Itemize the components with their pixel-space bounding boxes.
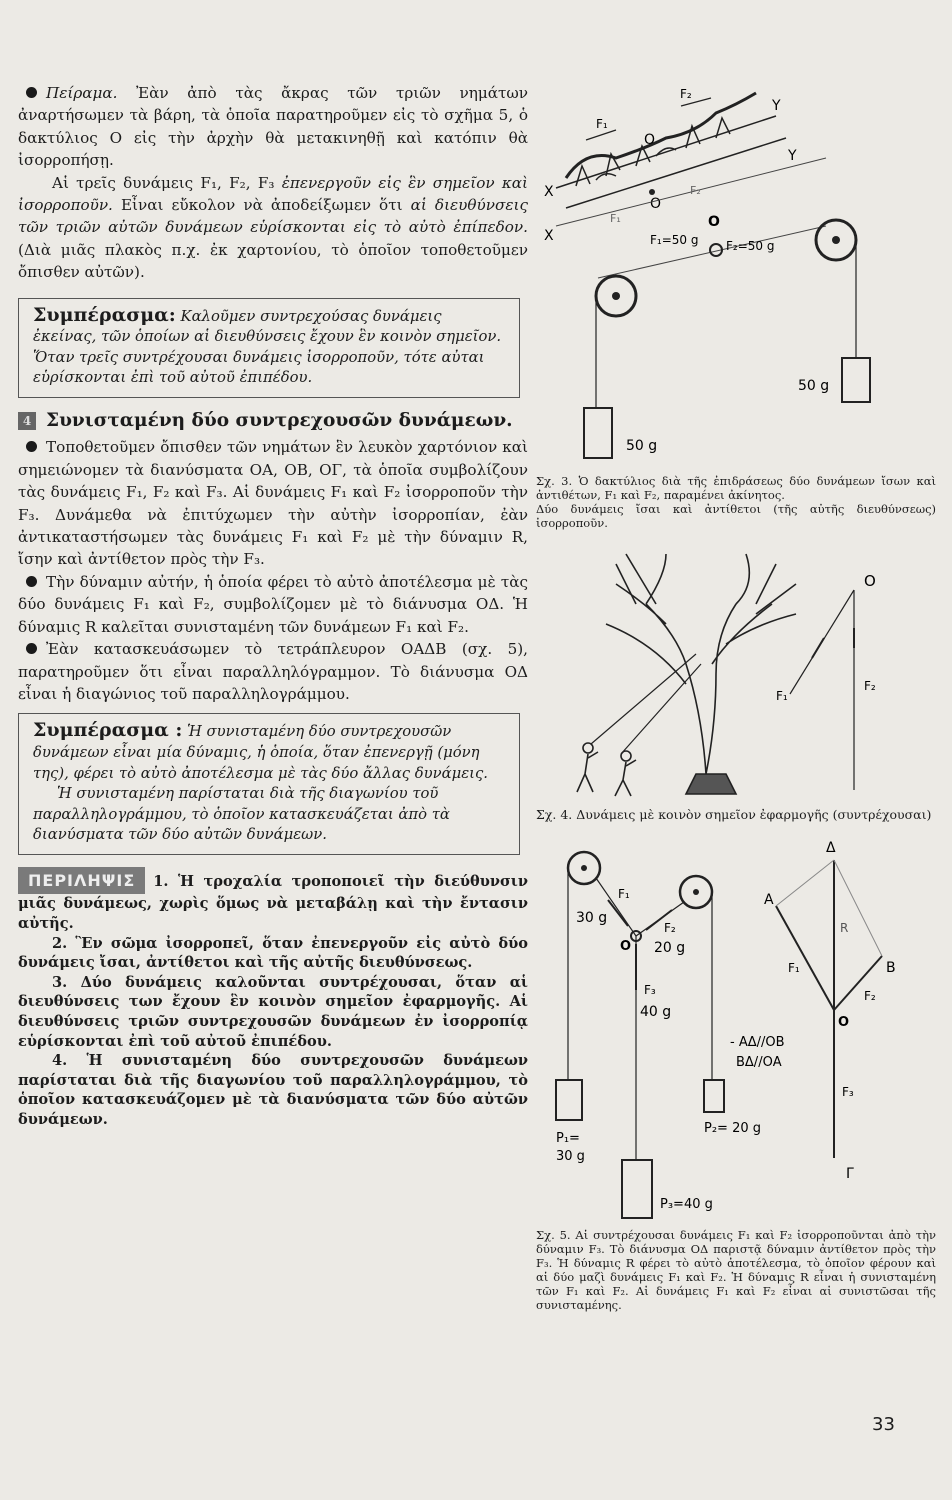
f1-label: F₁ — [618, 887, 630, 901]
section-text-3: Ἐὰν κατασκευάσωμεν τὸ τετράπλευρον ΟΑΔΒ (σχ. 5), παρατηροῦμεν ὅτι εἶναι παραλληλόγραμμον. Τὸ διάνυσμα ΟΔ εἶναι ἡ διαγώνιος τοῦ παραλληλογράμμου. — [18, 640, 528, 703]
figure-3-caption: Σχ. 3. Ὁ δακτύλιος διὰ τῆς ἐπιδράσεως δύο δυνάμεων ἴσων καὶ ἀντιθέτων, F₁ καὶ F₂, παραμένει ἀκίνητος. — [536, 474, 936, 502]
force-f2-label: F₂ — [680, 87, 692, 101]
experiment-paragraph — [18, 82, 528, 172]
conclusion-box-2 — [18, 713, 520, 855]
summary-item — [18, 934, 528, 973]
summary-item — [18, 973, 528, 1051]
bullet-icon — [26, 643, 37, 654]
tree-illustration — [606, 554, 796, 794]
f1-faint-label: F₁ — [610, 212, 621, 225]
section-paragraph-2 — [18, 571, 528, 638]
p1-value: 30 g — [556, 1149, 585, 1164]
axis-y-label-2: Y — [788, 148, 797, 164]
ring-label: O — [644, 132, 656, 148]
parallel-bd — [834, 860, 882, 956]
forces-text: Αἱ τρεῖς δυνάμεις F₁, F₂, F₃ — [52, 173, 275, 192]
rope-1 — [591, 654, 696, 744]
figure-4 — [536, 544, 896, 804]
page-number: 33 — [872, 1414, 895, 1435]
summary-item — [18, 867, 528, 934]
figure-5-caption: Σχ. 5. Αἱ συντρέχουσαι δυνάμεις F₁ καὶ F₂ ἰσορροποῦνται ἀπὸ τὴν δύναμιν F₃. Τὸ διάνυσμα ΟΔ παριστᾷ δύναμιν ἀντίθετον πρὸς τὴν F₃. Ἡ δύναμις R φέρει τὸ αὐτὸ ἀποτέλεσμα, τὸ ὁποῖον φέρουν καὶ αἱ δύο μαζὶ δυνάμεις F₁ καὶ F₂. Ἡ δύναμις R εἶναι ἡ συνισταμένη τῶν F₁ καὶ F₂. Αἱ δυνάμεις F₁ καὶ F₂ εἶναι αἱ συνιστῶσαι τῆς συνισταμένης. — [536, 1228, 936, 1312]
summary-item — [18, 1051, 528, 1129]
summary-item-text: 4. Ἡ συνισταμένη δύο συντρεχουσῶν δυνάμεων παρίσταται διὰ τῆς διαγωνίου τοῦ παραλληλογράμμου, τὸ ὁποῖον κατασκευάζομεν μὲ τὰ διανύσματα τῶν δύο αὐτῶν δυνάμεων. — [18, 1052, 528, 1128]
summary-item-text: 1. Ἡ τροχαλία τροποποιεῖ τὴν διεύθυνσιν μιᾶς δυνάμεως, χωρὶς ὅμως νὰ μεταβάλῃ καὶ τὴν ἔντασιν αὐτῆς. — [18, 872, 528, 933]
tug-of-war-illustration — [556, 93, 786, 208]
point-b-label: B — [886, 960, 896, 976]
bullet-icon — [26, 576, 37, 587]
conclusion-heading: Συμπέρασμα : — [33, 719, 183, 742]
cardboard-text: (Διὰ μιᾶς πλακὸς π.χ. ἐκ χαρτονίου, τὸ ὁποῖον τοποθετοῦμεν ὄπισθεν αὐτῶν). — [18, 240, 528, 282]
left-column — [18, 68, 528, 1130]
ring-label-2: O — [650, 196, 662, 212]
force-f1-arrow — [586, 130, 616, 140]
point-g-label: Γ — [846, 1166, 854, 1182]
section-paragraph-3 — [18, 638, 528, 705]
bd-parallel-label: ΒΔ//ΟΑ — [736, 1055, 782, 1070]
point-d-label: Δ — [826, 840, 836, 856]
ring-center-label: O — [708, 214, 720, 230]
w20-label: 20 g — [654, 940, 686, 956]
axis-x-label: X — [544, 184, 554, 200]
force-f1-label: F₁ — [596, 117, 608, 131]
point-a-label: A — [764, 892, 774, 908]
force-f2-label: F₂ — [864, 679, 876, 693]
axis-y-label: Y — [772, 98, 781, 114]
p3-label: P₃=40 g — [660, 1197, 713, 1212]
proof-text: Εἶναι εὔκολον νὰ ἀποδείξωμεν ὅτι — [120, 196, 403, 215]
summary — [18, 867, 528, 1130]
bullet-icon — [26, 87, 37, 98]
force-f1-label: F₁ — [776, 689, 788, 703]
f1-value-label: F₁=50 g — [650, 233, 699, 247]
point-o-label: O — [838, 1015, 850, 1030]
force-f1-arrow — [812, 638, 824, 658]
parallel-ad — [776, 860, 834, 906]
pulley-left-axle — [612, 292, 620, 300]
weight-right — [842, 358, 870, 402]
section-title: Συνισταμένη δύο συντρεχουσῶν δυνάμεων. — [46, 410, 513, 432]
summary-item-text: 3. Δύο δυνάμεις καλοῦνται συντρέχουσαι, ὅταν αἱ διευθύνσεις των ἔχουν ἓν κοινὸν σημεῖον ἐφαρμογῆς. Αἱ διευθύνσεις τριῶν συντρεχουσῶν δυνάμεων ἐν ἰσορροπίᾳ εὑρίσκονται ἐπὶ τοῦ αὐτοῦ ἐπιπέδου. — [18, 973, 528, 1050]
figure-5 — [536, 840, 916, 1220]
section-number: 4 — [18, 412, 36, 430]
f2-faint-label: F₂ — [690, 184, 701, 197]
force-f1-arrow — [608, 900, 628, 926]
weight-p3 — [622, 1160, 652, 1218]
f2-r-label: F₂ — [864, 989, 876, 1003]
summary-item-text: 2. Ἓν σῶμα ἰσορροπεῖ, ὅταν ἐπενεργοῦν εἰς αὐτὸ δύο δυνάμεις ἴσαι, ἀντίθετοι καὶ τῆς αὐτῆς διευθύνσεως. — [18, 934, 528, 972]
section-paragraph-1 — [18, 436, 528, 570]
experiment-text: Ἐὰν ἀπὸ τὰς ἄκρας τῶν τριῶν νημάτων ἀναρτήσωμεν τὰ βάρη, τὰ ὁποῖα παρατηροῦμεν εἰς τὸ σχῆμα 5, ὁ δακτύλιος O εἰς τὴν ἀρχὴν θὰ μετακινηθῇ καὶ κατόπιν θὰ ἰσορροπήσῃ. — [18, 84, 529, 170]
weight-right-label: 50 g — [798, 378, 830, 394]
weight-p1 — [556, 1080, 582, 1120]
conclusion-text-1: Ἡ συνισταμένη δύο συντρεχουσῶν δυνάμεων εἶναι μία δύναμις, ἡ ὁποία, ὅταν ἐπενεργῇ (μόνη της), φέρει τὸ αὐτὸ ἀποτέλεσμα μὲ τὰς δύο ἄλλας δυνάμεις. — [33, 723, 488, 782]
weight-left — [584, 408, 612, 458]
experiment-paragraph-2 — [18, 172, 528, 284]
bullet-icon — [26, 441, 37, 452]
f2-value-label: F₂=50 g — [726, 239, 775, 253]
conclusion-box-1 — [18, 298, 520, 398]
figure-4-caption: Σχ. 4. Δυνάμεις μὲ κοινὸν σημεῖον ἐφαρμογῆς (συντρέχουσαι) — [536, 807, 932, 822]
f3-r-label: F₃ — [842, 1085, 854, 1099]
section-text-2: Τὴν δύναμιν αὐτήν, ἡ ὁποία φέρει τὸ αὐτὸ ἀποτέλεσμα μὲ τὰς δύο δυνάμεις F₁ καὶ F₂, συμβολίζομεν μὲ τὸ διάνυσμα ΟΔ. Ἡ δύναμις R καλεῖται συνισταμένη τῶν δυνάμεων F₁ καὶ F₂. — [18, 572, 528, 636]
w30-label: 30 g — [576, 910, 608, 926]
string-f1 — [596, 878, 636, 936]
people-illustration — [577, 743, 636, 796]
f2-label: F₂ — [664, 921, 676, 935]
ad-parallel-label: - ΑΔ//ΟΒ — [730, 1035, 785, 1050]
right-column — [536, 68, 936, 1312]
r-label: R — [840, 921, 849, 935]
ring-label: O — [620, 939, 632, 954]
forces-italic: ἐπενεργοῦν εἰς ἓν σημεῖον καὶ ἰσορροποῦν. — [18, 173, 528, 215]
section-heading — [18, 410, 528, 432]
summary-tag: ΠΕΡΙΛΗΨΙΣ — [18, 867, 145, 895]
f1-r-label: F₁ — [788, 961, 800, 975]
force-f1-vector — [776, 906, 834, 1010]
pulley-right-axle — [832, 236, 840, 244]
experiment-label: Πείραμα. — [46, 84, 118, 102]
weight-left-label: 50 g — [626, 438, 658, 454]
pulley-right-axle — [693, 889, 699, 895]
f3-label: F₃ — [644, 983, 656, 997]
w40-label: 40 g — [640, 1004, 672, 1020]
ring — [649, 189, 655, 195]
point-o-label: O — [864, 572, 876, 590]
axis-x-label-2: X — [544, 228, 554, 244]
figure-3 — [536, 68, 896, 468]
rope-2 — [621, 664, 701, 754]
plane-italic: αἱ διευθύνσεις τῶν τριῶν αὐτῶν δυνάμεων εὑρίσκονται εἰς τὸ αὐτὸ ἐπίπεδον. — [18, 196, 528, 237]
conclusion-heading: Συμπέρασμα: — [33, 303, 176, 326]
figure-3-caption-2: Δύο δυνάμεις ἴσαι καὶ ἀντίθετοι (τῆς αὐτῆς διευθύνσεως) ἰσορροποῦν. — [536, 502, 936, 530]
pulley-left-axle — [581, 865, 587, 871]
conclusion-text: Καλοῦμεν συντρεχούσας δυνάμεις ἐκείνας, τῶν ὁποίων αἱ διευθύνσεις ἔχουν ἓν κοινὸν σημεῖον. Ὅταν τρεῖς συντρέχουσαι δυνάμεις ἰσορροποῦν, τότε αὐται εὑρίσκονται ἐπὶ τοῦ αὐτοῦ ἐπιπέδου. — [33, 307, 502, 387]
p1-label: P₁= — [556, 1131, 580, 1146]
conclusion-text-2: Ἡ συνισταμένη παρίσταται διὰ τῆς διαγωνίου τοῦ παραλληλογράμμου, τὸ ὁποῖον κατασκευάζεται ἀπὸ τὰ διανύσματα τῶν δύο αὐτῶν δυνάμεων. — [33, 785, 450, 844]
weight-p2 — [704, 1080, 724, 1112]
section-text-1: Τοποθετοῦμεν ὄπισθεν τῶν νημάτων ἓν λευκὸν χαρτόνιον καὶ σημειώνομεν τὰ διανύσματα ΟΑ, ΟΒ, ΟΓ, τὰ ὁποῖα συμβολίζουν τὰς δυνάμεις F₁, F₂ καὶ F₃. Αἱ δυνάμεις F₁ καὶ F₂ ἰσορροποῦν τὴν F₃. Δυνάμεθα νὰ ἐπιτύχωμεν τὴν αὐτὴν ἰσορροπίαν, ἐὰν ἀντικαταστήσωμεν τὰς δυνάμεις F₁ καὶ F₂ μὲ τὴν δύναμιν R, ἴσην καὶ ἀντίθετον πρὸς τὴν F₃. — [18, 438, 528, 569]
p2-label: P₂= 20 g — [704, 1121, 762, 1136]
string-top — [598, 226, 826, 278]
